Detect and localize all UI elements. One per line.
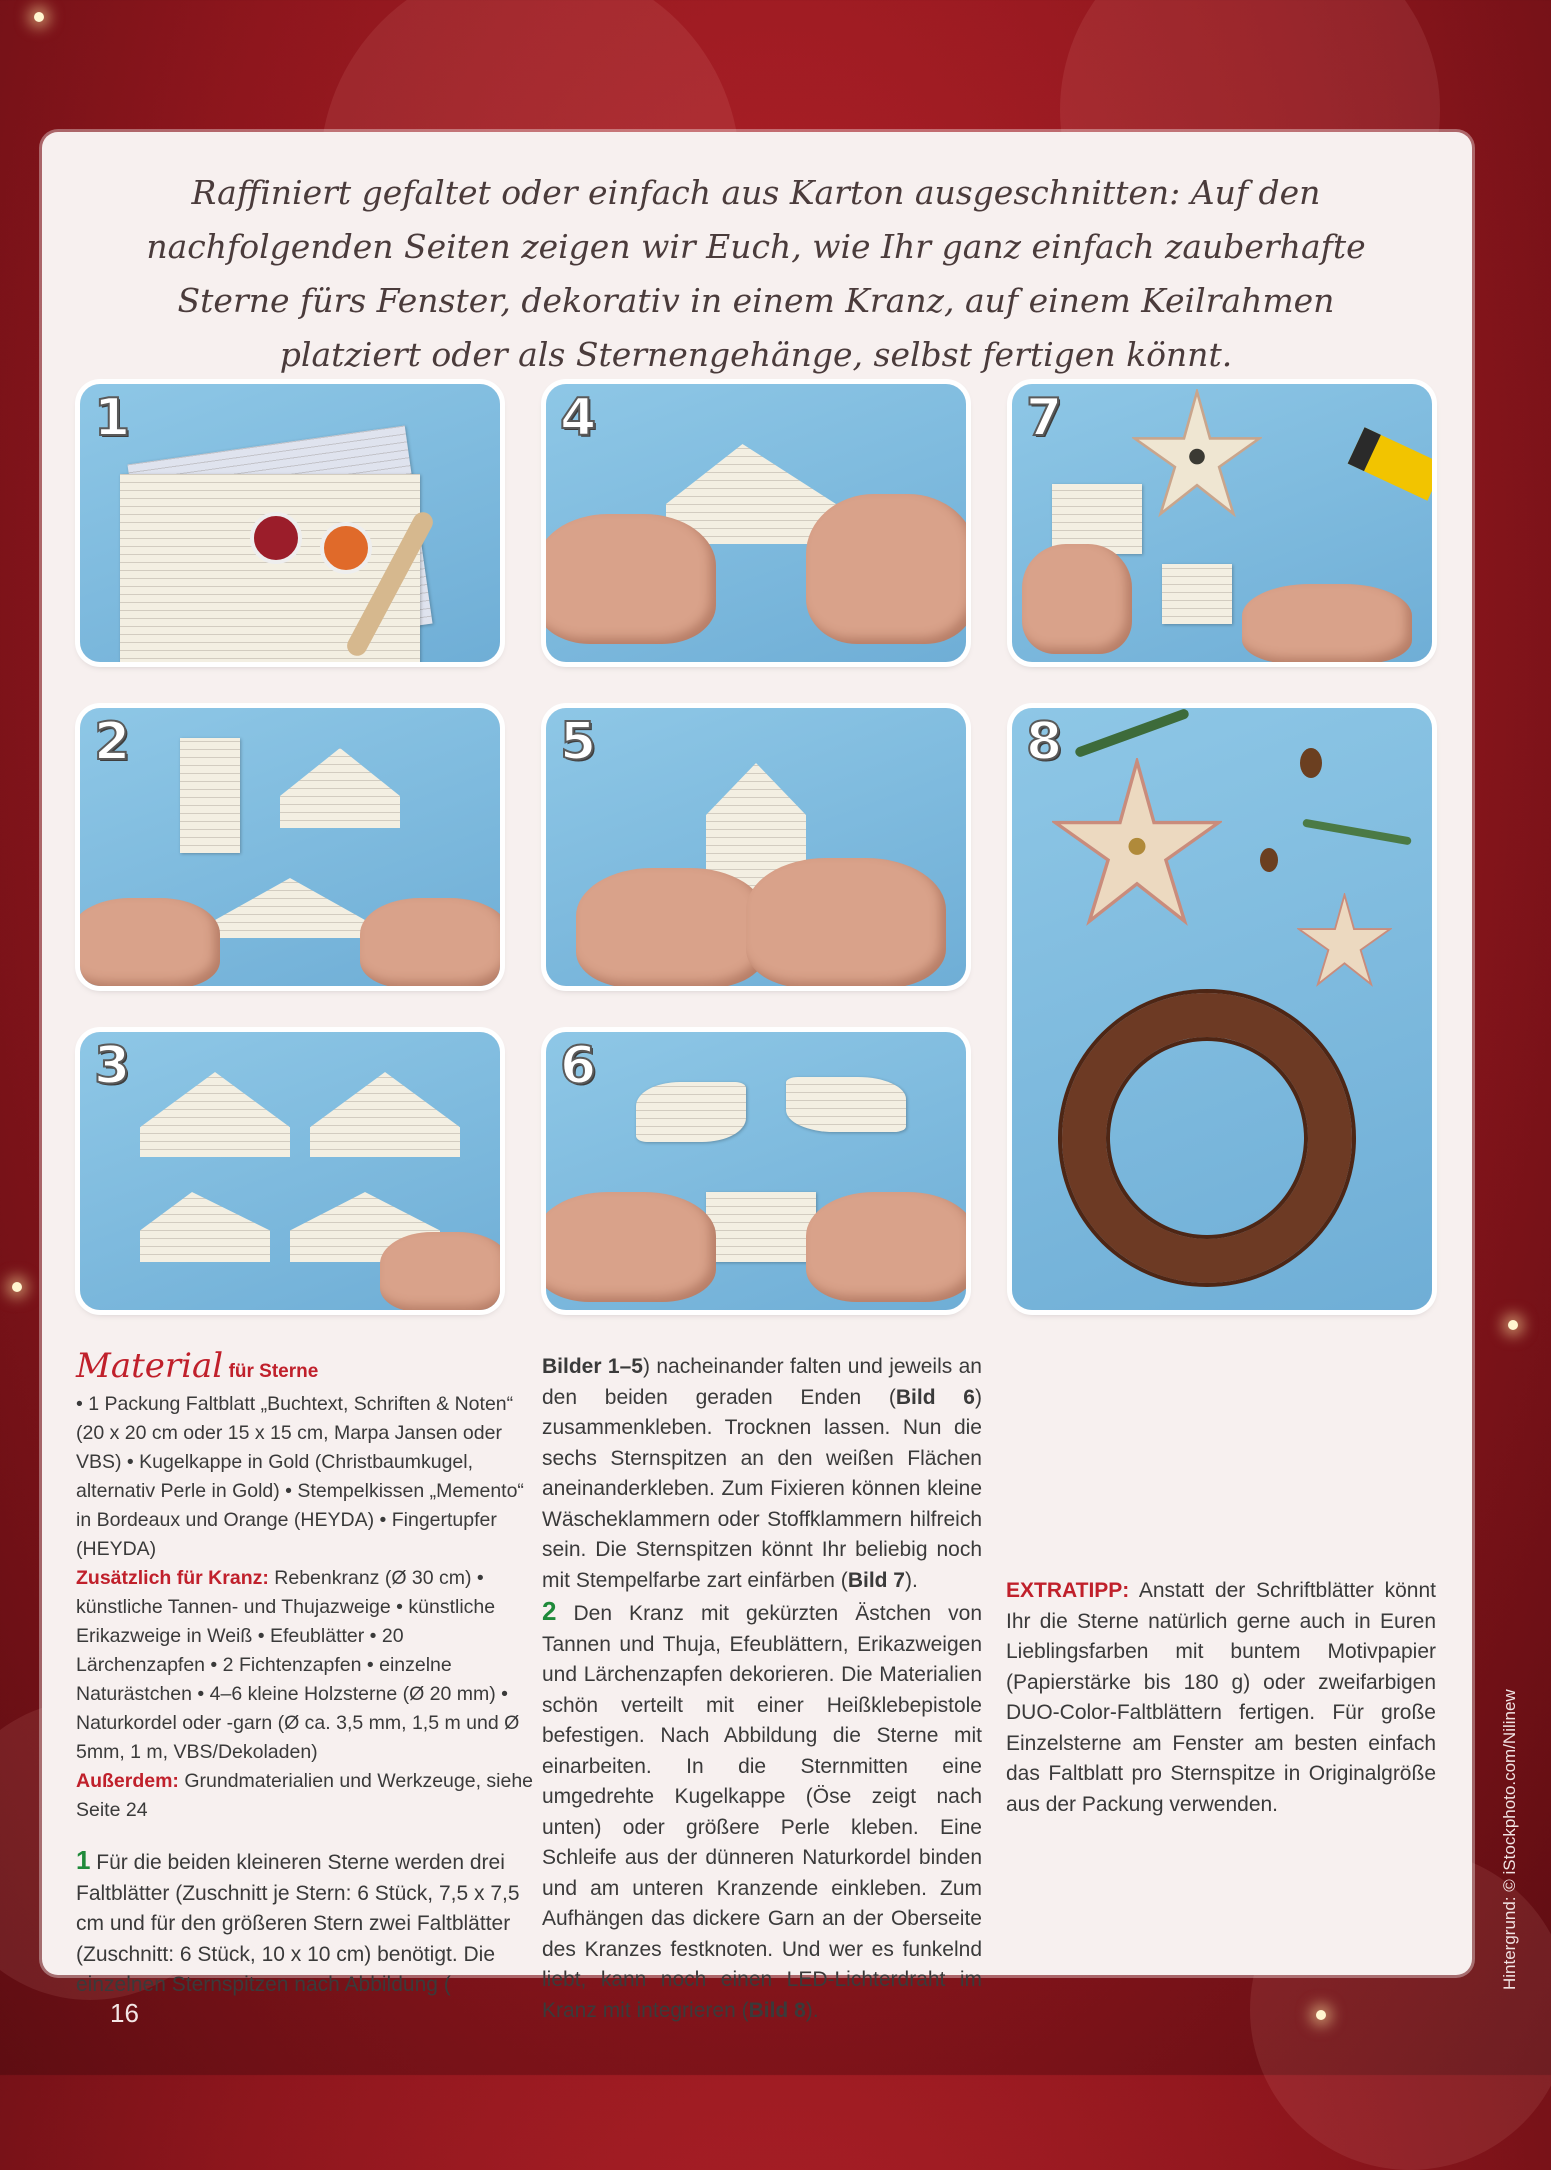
ausserdem-label: Außerdem: — [76, 1770, 179, 1792]
star-point-paper — [786, 1077, 906, 1132]
folded-paper — [140, 1072, 290, 1157]
paper-star-icon — [1297, 893, 1392, 988]
fir-branch-icon — [1074, 708, 1190, 758]
step1-text: ) nacheinander falten und jeweils an den beiden geraden Enden ( — [542, 1355, 982, 1409]
step-number: 6 — [560, 1036, 597, 1096]
folded-paper — [310, 1072, 460, 1157]
step2-text-end: ). — [805, 1998, 819, 2022]
star-point-paper — [1162, 564, 1232, 624]
step-number: 7 — [1026, 388, 1063, 448]
ausserdem-text: Grundmaterialien und Werkzeuge, siehe Seite 24 — [76, 1770, 534, 1821]
extratipp-column — [1006, 1576, 1436, 1820]
pinecone-icon — [1300, 748, 1322, 778]
step-photo-2 — [80, 708, 500, 986]
photo-credit: Hintergrund: © iStockphoto.com/Nilinew — [1500, 1689, 1519, 1990]
sparkle-icon — [34, 12, 44, 22]
kranz-materials: Rebenkranz (Ø 30 cm) • künstliche Tannen- und Thujazweige • künstliche Erikazweige in Weiß • Efeublätter • 20 Lärchenzapfen • 2 Fichtenzapfen • einzelne Naturästchen • 4–6 kleine Holzsterne (Ø 20 mm) • Naturkordel oder -garn (Ø ca. 3,5 mm, 1,5 m und Ø 5mm, 1 m, VBS/Dekoladen) — [76, 1567, 520, 1763]
step-photo-4 — [546, 384, 966, 662]
step-number: 5 — [560, 712, 597, 772]
extratipp-text: Anstatt der Schriftblätter könnt Ihr die Sterne natürlich gerne auch in Euren Lieblingsfarben mit buntem Motivpapier (Papierstärke bis 180 g) oder zweifarbigen DUO-Color-Faltblättern fertigen. Für große Einzelsterne am Fenster am besten einfach das Faltblatt pro Sternspitze in Originalgröße aus der Packung verwenden. — [1006, 1579, 1436, 1816]
material-title: Material — [76, 1346, 224, 1386]
step-number: 4 — [560, 388, 597, 448]
willow-wreath — [1062, 993, 1352, 1283]
bild-ref: Bilder 1–5 — [542, 1355, 643, 1378]
hand — [746, 858, 946, 986]
step-number: 1 — [94, 388, 131, 448]
step-1-marker: 1 — [76, 1845, 91, 1875]
sparkle-icon — [1508, 1320, 1518, 1330]
page-number: 16 — [110, 1998, 139, 2028]
folded-paper — [280, 748, 400, 828]
paper-sheet — [180, 738, 240, 853]
intro-text: Raffiniert gefaltet oder einfach aus Karton ausgeschnitten: Auf den nachfolgenden Seiten zeigen wir Euch, wie Ihr ganz einfach zauberhafte Sterne fürs Fenster, dekorativ in einem Kranz, auf einem Keilrahmen platziert oder als Sternengehänge, selbst fertigen könnt. — [146, 173, 1366, 374]
bild-ref: Bild 6 — [895, 1385, 975, 1409]
sparkle-icon — [12, 1282, 22, 1292]
folded-paper — [215, 878, 365, 938]
step-photo-6 — [546, 1032, 966, 1310]
material-main: • 1 Packung Faltblatt „Buchtext, Schriften & Noten“ (20 x 20 cm oder 15 x 15 cm, Marpa Jansen oder VBS) • Kugelkappe in Gold (Christbaumkugel, alternativ Perle in Gold) • Stempelkissen „Memento“ in Bordeaux und Orange (HEYDA) • Fingertupfer (HEYDA) — [76, 1393, 524, 1560]
hand — [380, 1232, 500, 1310]
step-photo-1 — [80, 384, 500, 662]
star-point-paper — [636, 1082, 746, 1142]
bild-ref: Bild 8 — [748, 1998, 806, 2022]
bild-ref: Bild 7 — [847, 1568, 905, 1592]
stamp-pad-icon — [320, 522, 372, 574]
stamp-pad-icon — [250, 512, 302, 564]
step1-continued — [542, 1352, 982, 1596]
hand — [806, 1192, 966, 1302]
hand — [80, 898, 220, 986]
paper-star-icon — [1052, 758, 1222, 928]
paper-sheet — [120, 474, 420, 662]
extratipp-label: EXTRATIPP: — [1006, 1579, 1130, 1602]
paper-star-icon — [1132, 389, 1262, 519]
fir-branch-icon — [1302, 819, 1412, 846]
extratipp-paragraph — [1006, 1576, 1436, 1820]
material-list — [76, 1390, 536, 1825]
instructions-column — [542, 1352, 982, 2026]
folded-paper — [140, 1192, 270, 1262]
step2-text: Den Kranz mit gekürzten Ästchen von Tannen und Thuja, Efeublättern, Erikazweigen und Lärchenzapfen dekorieren. Die Materialien schön verteilt mit einer Heißklebepistole befestigen. Nach Abbildung die Sterne mit einarbeiten. In die Sternmitten eine umgedrehte Kugelkappe (Öse zeigt nach unten) oder größere Perle kleben. Eine Schleife aus der dünneren Naturkordel binden und am unteren Kranzende einkleben. Zum Aufhängen das dickere Garn an der Oberseite des Kranzes festknoten. Und wer es funkelnd liebt, kann noch einen LED-Lichterdraht im Kranz mit integrieren ( — [542, 1602, 982, 2022]
step-photo-7 — [1012, 384, 1432, 662]
hand — [546, 514, 716, 644]
hand — [1022, 544, 1132, 654]
step-2-marker: 2 — [542, 1596, 557, 1626]
material-subtitle: für Sterne — [228, 1361, 319, 1382]
step-number: 8 — [1026, 712, 1063, 772]
step-photo-5 — [546, 708, 966, 986]
step2-paragraph — [542, 1596, 982, 2026]
hand — [546, 1192, 716, 1302]
step1-text: ) zusammenkleben. Trocknen lassen. Nun die sechs Sternspitzen an den weißen Flächen aneinanderkleben. Zum Fixieren können kleine Wäscheklammern oder Stoffklammern hilfreich sein. Die Sternspitzen könnt Ihr beliebig noch mit Stempelfarbe zart einfärben ( — [542, 1385, 982, 1592]
hand — [1242, 584, 1412, 662]
kranz-label: Zusätzlich für Kranz: — [76, 1567, 269, 1589]
glue-stick-icon — [1348, 427, 1432, 500]
hand — [360, 898, 500, 986]
star-point-paper — [706, 1192, 816, 1262]
pinecone-icon — [1260, 848, 1278, 872]
step1-text: ). — [905, 1568, 918, 1592]
sparkle-icon — [1316, 2010, 1326, 2020]
step1-text: Für die beiden kleineren Sterne werden drei Faltblätter (Zuschnitt je Stern: 6 Stück, 7,5 x 7,5 cm und für den größeren Stern zwei Faltblätter (Zuschnitt: 6 Stück, 10 x 10 cm) benötigt. Die einzelnen Sternspitzen nach Abbildung ( — [76, 1851, 520, 1996]
step-photo-3 — [80, 1032, 500, 1310]
step-number: 3 — [94, 1036, 131, 1096]
step-number: 2 — [94, 712, 131, 772]
material-column — [76, 1346, 536, 2001]
step1-paragraph — [76, 1845, 536, 2001]
hand — [806, 494, 966, 644]
hand — [576, 868, 766, 986]
step-photo-8 — [1012, 708, 1432, 1310]
